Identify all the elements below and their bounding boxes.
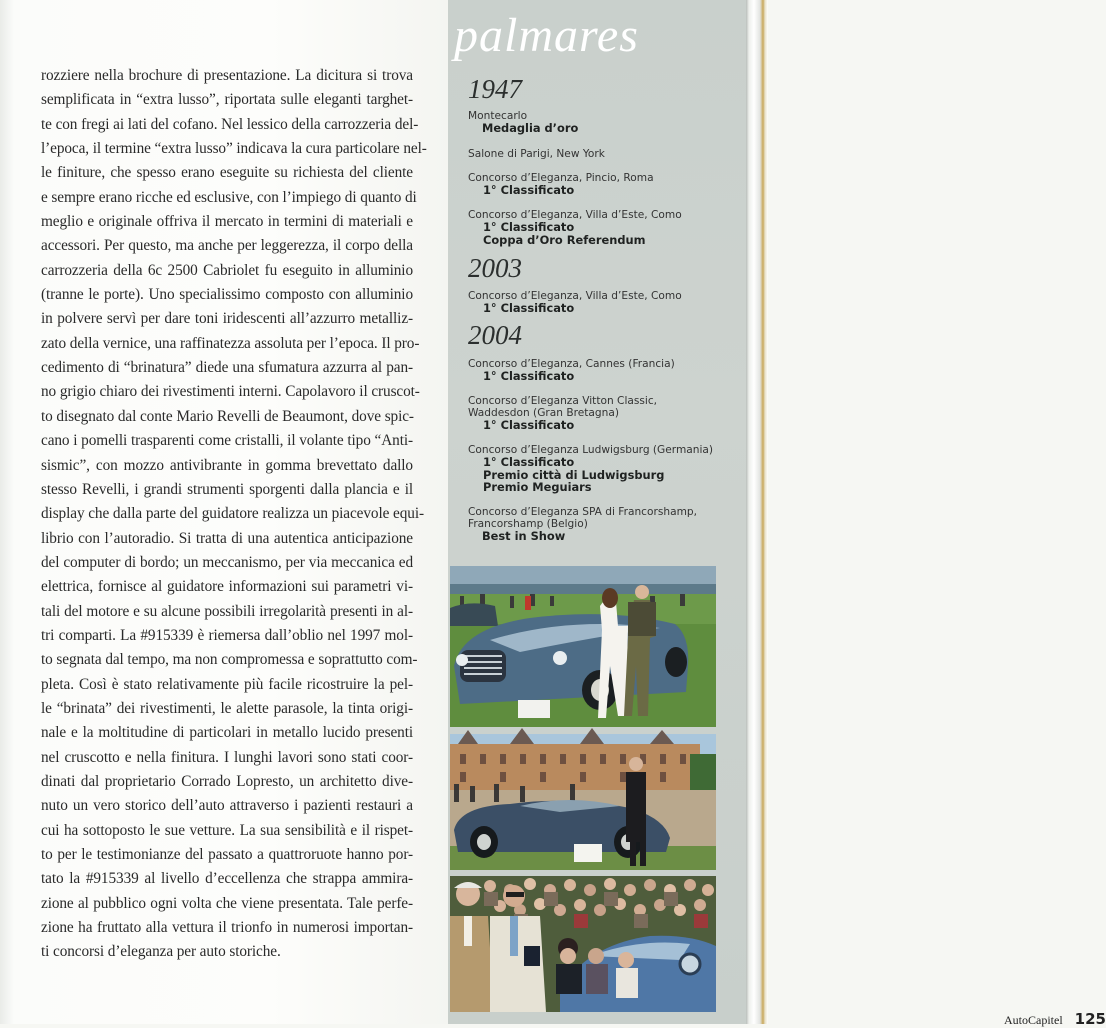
article-line: to segnata dal tempo, ma non compromessa e soprattutto com- <box>41 651 418 669</box>
article-line: tato la #915339 al livello d’eccellenza che strappa ammira- <box>41 870 413 888</box>
article-line: accessori. Per questo, ma anche per leggerezza, il corpo della <box>41 237 413 255</box>
page-edge <box>746 0 768 1024</box>
article-line: tali del motore e su alcune possibili irregolarità presenti in al- <box>41 602 413 620</box>
award-result: 1° Classificato <box>483 220 575 234</box>
photo-award-ceremony <box>450 876 716 1012</box>
award-entry <box>468 110 738 135</box>
photo-car-on-lawn <box>450 566 716 727</box>
award-entry <box>468 148 738 160</box>
award-event-location: Francorshamp (Belgio) <box>468 518 588 530</box>
article-line: meglio e originale offriva il mercato in termini di materiali e <box>41 213 413 231</box>
article-line: no grigio chiaro dei rivestimenti interni. Capolavoro il cruscot- <box>41 383 420 401</box>
award-entry <box>468 395 738 432</box>
article-line: cano i pomelli trasparenti come cristalli, il volante tipo “Anti- <box>41 432 413 450</box>
award-entry <box>468 209 738 246</box>
article-line: te con fregi ai lati del cofano. Nel lessico della carrozzeria del- <box>41 115 419 133</box>
award-result: Coppa d’Oro Referendum <box>483 232 646 247</box>
award-result: Best in Show <box>482 529 566 543</box>
article-line: le finiture, che spesso erano eseguite su richiesta del cliente <box>41 164 413 182</box>
palmares-sidebar <box>448 0 1106 1028</box>
article-line: zato della vernice, una raffinatezza assoluta per l’epoca. Il pro- <box>41 334 420 352</box>
sidebar-title: palmares <box>454 9 639 62</box>
award-event: Concorso d’Eleganza, Pincio, Roma <box>468 172 654 184</box>
award-event: Concorso d’Eleganza SPA di Francorshamp, <box>468 506 697 518</box>
award-event: Montecarlo <box>468 110 528 122</box>
award-result: Premio Meguiars <box>483 480 592 495</box>
year-2004: 2004 <box>468 320 522 350</box>
article-line: to per le testimonianze del passato a quattroruote hanno por- <box>41 846 413 863</box>
award-event: Concorso d’Eleganza, Villa d’Este, Como <box>468 290 682 302</box>
article-line: sismic”, con mozzo antivibrante in gomma brevettato dallo <box>41 456 413 474</box>
article-line: display che dalla parte del guidatore realizza un piacevole equi- <box>41 505 424 523</box>
award-entry <box>468 358 738 383</box>
award-event: Concorso d’Eleganza Ludwigsburg (Germania) <box>468 444 714 456</box>
article-line: to disegnato dal conte Mario Revelli de Beaumont, dove spic- <box>41 407 414 425</box>
photo-car-castle <box>450 734 716 870</box>
article-line: le “brinata” dei rivestimenti, le alette parasole, la tinta origi- <box>41 699 413 717</box>
article-line: stesso Revelli, i grandi strumenti sporgenti dalla plancia e il <box>41 480 413 498</box>
award-result: 1° Classificato <box>483 455 575 469</box>
article-line: librio con l’autoradio. Si tratta di una autentica anticipazione <box>41 529 413 547</box>
article-line: nuto un vero storico dell’auto attraverso i pazienti restauri a <box>41 797 413 815</box>
article-line: carrozzeria della 6c 2500 Cabriolet fu eseguito in alluminio <box>41 261 413 279</box>
article-line: pleta. Così è stato relativamente più facile ricostruire la pel- <box>41 675 413 693</box>
article-line: del computer di bordo; un meccanismo, per via meccanica ed <box>41 553 413 571</box>
article-line: rozziere nella brochure di presentazione. La dicitura si trova <box>41 67 413 84</box>
page-number: 125 <box>1074 1010 1106 1028</box>
award-result: 1° Classificato <box>483 369 575 383</box>
article-body <box>41 64 427 965</box>
article-line: zione al pubblico ogni volta che viene presentata. Tale perfe- <box>41 894 413 912</box>
award-event: Concorso d’Eleganza, Cannes (Francia) <box>468 358 675 370</box>
award-result: 1° Classificato <box>483 301 575 315</box>
article-line: in polvere servì per dare toni iridescenti all’azzurro metalliz- <box>41 310 413 328</box>
award-entry <box>468 290 738 315</box>
article-line: tri comparti. La #915339 è riemersa dall’oblio nel 1997 mol- <box>41 626 413 644</box>
article-line: zione ha fruttato alla vettura il trionfo in numerosi importan- <box>41 919 413 937</box>
award-result: Medaglia d’oro <box>482 121 579 135</box>
award-event: Salone di Parigi, New York <box>468 148 605 160</box>
award-entry <box>468 444 738 494</box>
article-line: cedimento di “brinatura” diede una sfumatura azzurra al pan- <box>41 359 413 377</box>
award-result: 1° Classificato <box>483 183 575 197</box>
article-line: nale e la moltitudine di particolari in metallo lucido presenti <box>41 724 413 742</box>
award-result: Premio città di Ludwigsburg <box>483 467 665 482</box>
award-event-location: Waddesdon (Gran Bretagna) <box>468 407 619 419</box>
award-event: Concorso d’Eleganza Vitton Classic, <box>468 395 658 407</box>
award-result: 1° Classificato <box>483 418 575 432</box>
article-line: semplificata in “extra lusso”, riportata sulle eleganti targhet- <box>41 91 413 109</box>
article-line: nel cruscotto e nella finitura. I lunghi lavori sono stati coor- <box>41 748 413 766</box>
year-1947: 1947 <box>468 74 522 104</box>
article-line: (tranne le porte). Uno specialissimo composto con alluminio <box>41 286 413 304</box>
article-line: ti concorsi d’eleganza per auto storiche. <box>41 943 281 961</box>
page-footer <box>1004 1010 1106 1028</box>
article-line: e sempre erano ricche ed esclusive, con l’impiego di quanto di <box>41 188 417 206</box>
article-line: l’epoca, il termine “extra lusso” indicava la cura particolare nel- <box>41 140 427 158</box>
article-page <box>0 0 450 1024</box>
award-entry <box>468 506 738 543</box>
magazine-name: AutoCapitel <box>1004 1013 1063 1027</box>
year-2003: 2003 <box>468 253 522 283</box>
award-entry <box>468 172 738 197</box>
article-line: elettrica, fornisce al guidatore informazioni sui parametri vi- <box>41 578 413 596</box>
article-line: cui ha sottoposto le sue vetture. La sua sensibilità e il rispet- <box>41 821 413 839</box>
award-event: Concorso d’Eleganza, Villa d’Este, Como <box>468 209 682 221</box>
article-line: dinati dal proprietario Corrado Lopresto, un architetto dive- <box>41 772 413 790</box>
